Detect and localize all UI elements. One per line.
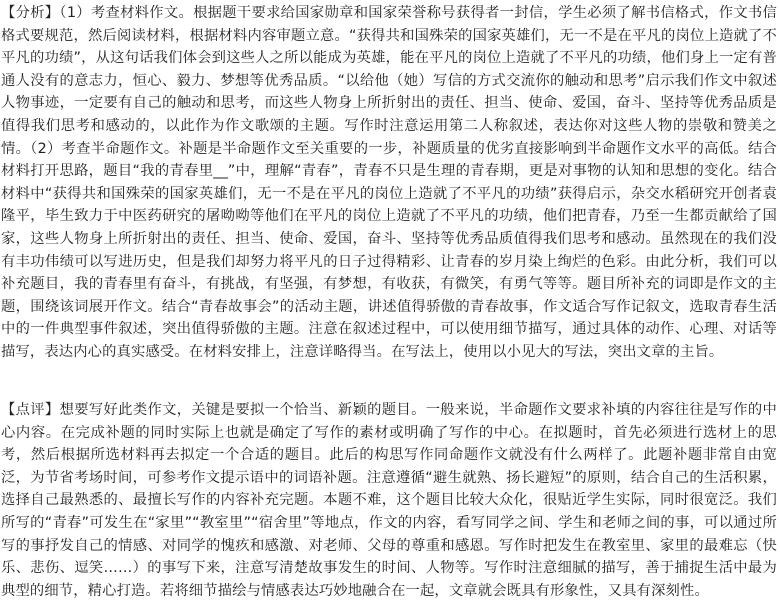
comment-label: 【点评】 (1, 402, 60, 418)
analysis-label: 【分析】 (1, 5, 60, 21)
comment-paragraph (0, 399, 780, 602)
analysis-paragraph (0, 2, 780, 364)
analysis-text: （1）考查材料作文。根据题干要求给国家勋章和国家荣誉称号获得者一封信，学生必须了解书信格式，作文书信格式要规范，然后阅读材料，根据材料内容审题立意。“获得共和国殊荣的国家英雄们，无一不是在平凡的岗位上造就了不平凡的功绩”，从这句话我们体会到这些人之所以能成为英雄，能在平凡的岗位上造就了不平凡的功绩，他们身上一定有普通人没有的意志力，恒心、毅力、梦想等优秀品质。“以给他（她）写信的方式交流你的触动和思考”启示我们作文中叙述人物事迹，一定要有自己的触动和思考，而这些人物身上所折射出的责任、担当、使命、爱国，奋斗、坚持等优秀品质是值得我们思考和感动的，以此作为作文歌颂的主题。写作时注意运用第二人称叙述，表达你对这些人物的崇敬和赞美之情。（2）考查半命题作文。补题是半命题作文至关重要的一步，补题质量的优劣直接影响到半命题作文水平的高低。结合材料打开思路，题目“我的青春里__”中，理解“青春”，青春不只是生理的青春期，更是对事物的认知和思想的变化。结合材料中“获得共和国殊荣的国家英雄们，无一不是在平凡的岗位上造就了不平凡的功绩”获得启示，杂交水稻研究开创者袁隆平，毕生致力于中医药研究的屠呦呦等他们在平凡的岗位上造就了不平凡的功绩，他们把青春，乃至一生都贡献给了国家，这些人物身上所折射出的责任、担当、使命、爱国，奋斗、坚持等优秀品质值得我们思考和感动。虽然现在的我们没有丰功伟绩可以写进历史，但是我们却努力将平凡的日子过得精彩、让青春的岁月染上绚烂的色彩。由此分析，我们可以补充题目，我的青春里有奋斗，有挑战，有坚强，有梦想，有收获，有微笑，有勇气等等。题目所补充的词即是作文的主题，围绕该词展开作文。结合“青春故事会”的活动主题，讲述值得骄傲的青春故事，作文适合写作记叙文，选取青春生活中的一件典型事件叙述，突出值得骄傲的主题。注意在叙述过程中，可以使用细节描写，通过具体的动作、心理、对话等描写，表达内心的真实感受。在材料安排上，注意详略得当。在写法上，使用以小见大的写法，突出文章的主旨。 (1, 5, 777, 360)
comment-text: 想要写好此类作文，关键是要拟一个恰当、新颖的题目。一般来说，半命题作文要求补填的内容往往是写作的中心内容。在完成补题的同时实际上也就是确定了写作的素材或明确了写作的中心。在拟题时，首先必须进行选材上的思考，然后根据所选材料再去拟定一个合适的题目。此后的构思写作同命题作文就没有什么两样了。此题补题非常自由宽泛，为节省考场时间，可参考作文提示语中的词语补题。注意遵循“避生就熟、扬长避短”的原则，结合自己的生活积累，选择自己最熟悉的、最擅长写作的内容补充完题。本题不难，这个题目比较大众化，很贴近学生实际，同时很宽泛。我们所写的“青春”可发生在“家里”“教室里”“宿舍里”等地点，作文的内容，看写同学之间、学生和老师之间的事，可以通过所写的事抒发自己的情感、对同学的愧疚和感激、对老师、父母的尊重和感恩。写作时把发生在教室里、家里的最难忘（快乐、悲伤、逗笑……）的事写下来，注意写清楚故事发生的时间、人物等。写作时注意细腻的描写，善于捕捉生活中最为典型的细节，精心打造。若将细节描绘与情感表达巧妙地融合在一起，文章就会既具有形象性，又具有深刻性。 (1, 402, 777, 599)
